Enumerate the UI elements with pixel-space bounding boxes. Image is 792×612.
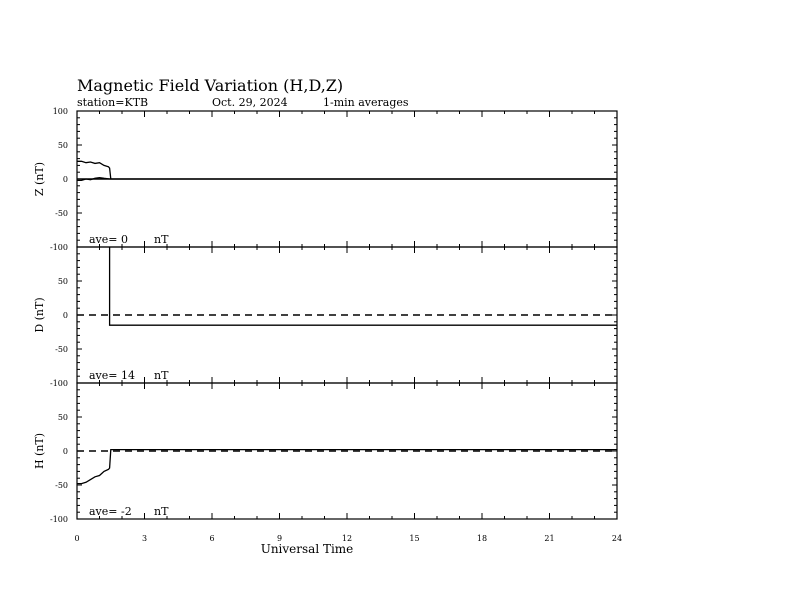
y-tick-label: 50 [57, 277, 68, 286]
x-tick-label: 6 [209, 534, 215, 543]
y-axis-label-H: H (nT) [33, 432, 46, 470]
ave-prefix-Z: ave= [89, 233, 118, 246]
y-tick-label: 0 [62, 175, 68, 184]
y-tick-label: -100 [50, 243, 68, 252]
x-tick-label: 18 [476, 534, 488, 543]
y-tick-label: -100 [50, 379, 68, 388]
ave-value-H: -2 [121, 505, 132, 518]
plot-area [33, 107, 622, 556]
series-line-D-0 [110, 247, 617, 325]
x-tick-label: 0 [74, 534, 80, 543]
ave-prefix-D: ave= [89, 369, 118, 382]
x-tick-label: 12 [341, 534, 353, 543]
y-axis-label-Z: Z (nT) [33, 161, 46, 197]
ave-unit-D: nT [154, 369, 169, 382]
y-tick-label: -50 [55, 345, 68, 354]
series-line-H-0 [77, 450, 617, 484]
chart-title: Magnetic Field Variation (H,D,Z) [77, 76, 344, 95]
x-tick-label: 21 [544, 534, 555, 543]
ave-unit-H: nT [154, 505, 169, 518]
y-tick-label: 0 [62, 311, 68, 320]
date-label: Oct. 29, 2024 [212, 96, 288, 109]
averaging-label: 1-min averages [323, 96, 409, 109]
x-tick-label: 15 [409, 534, 420, 543]
ave-value-Z: 0 [121, 233, 128, 246]
y-tick-label: 0 [62, 447, 68, 456]
y-tick-label: 50 [57, 413, 68, 422]
y-tick-label: -100 [50, 515, 68, 524]
y-tick-label: 50 [57, 141, 68, 150]
station-label: station=KTB [77, 96, 149, 109]
y-tick-label: -50 [55, 481, 68, 490]
ave-prefix-H: ave= [89, 505, 118, 518]
x-tick-label: 3 [141, 534, 148, 543]
series-line-Z-0 [77, 161, 617, 179]
x-tick-label: 24 [611, 534, 623, 543]
y-tick-label: -50 [55, 209, 68, 218]
x-axis-label: Universal Time [260, 542, 354, 556]
ave-value-D: 14 [121, 369, 135, 382]
y-tick-label: 100 [52, 107, 68, 116]
x-tick-label: 9 [276, 534, 283, 543]
ave-unit-Z: nT [154, 233, 169, 246]
y-axis-label-D: D (nT) [33, 297, 46, 333]
